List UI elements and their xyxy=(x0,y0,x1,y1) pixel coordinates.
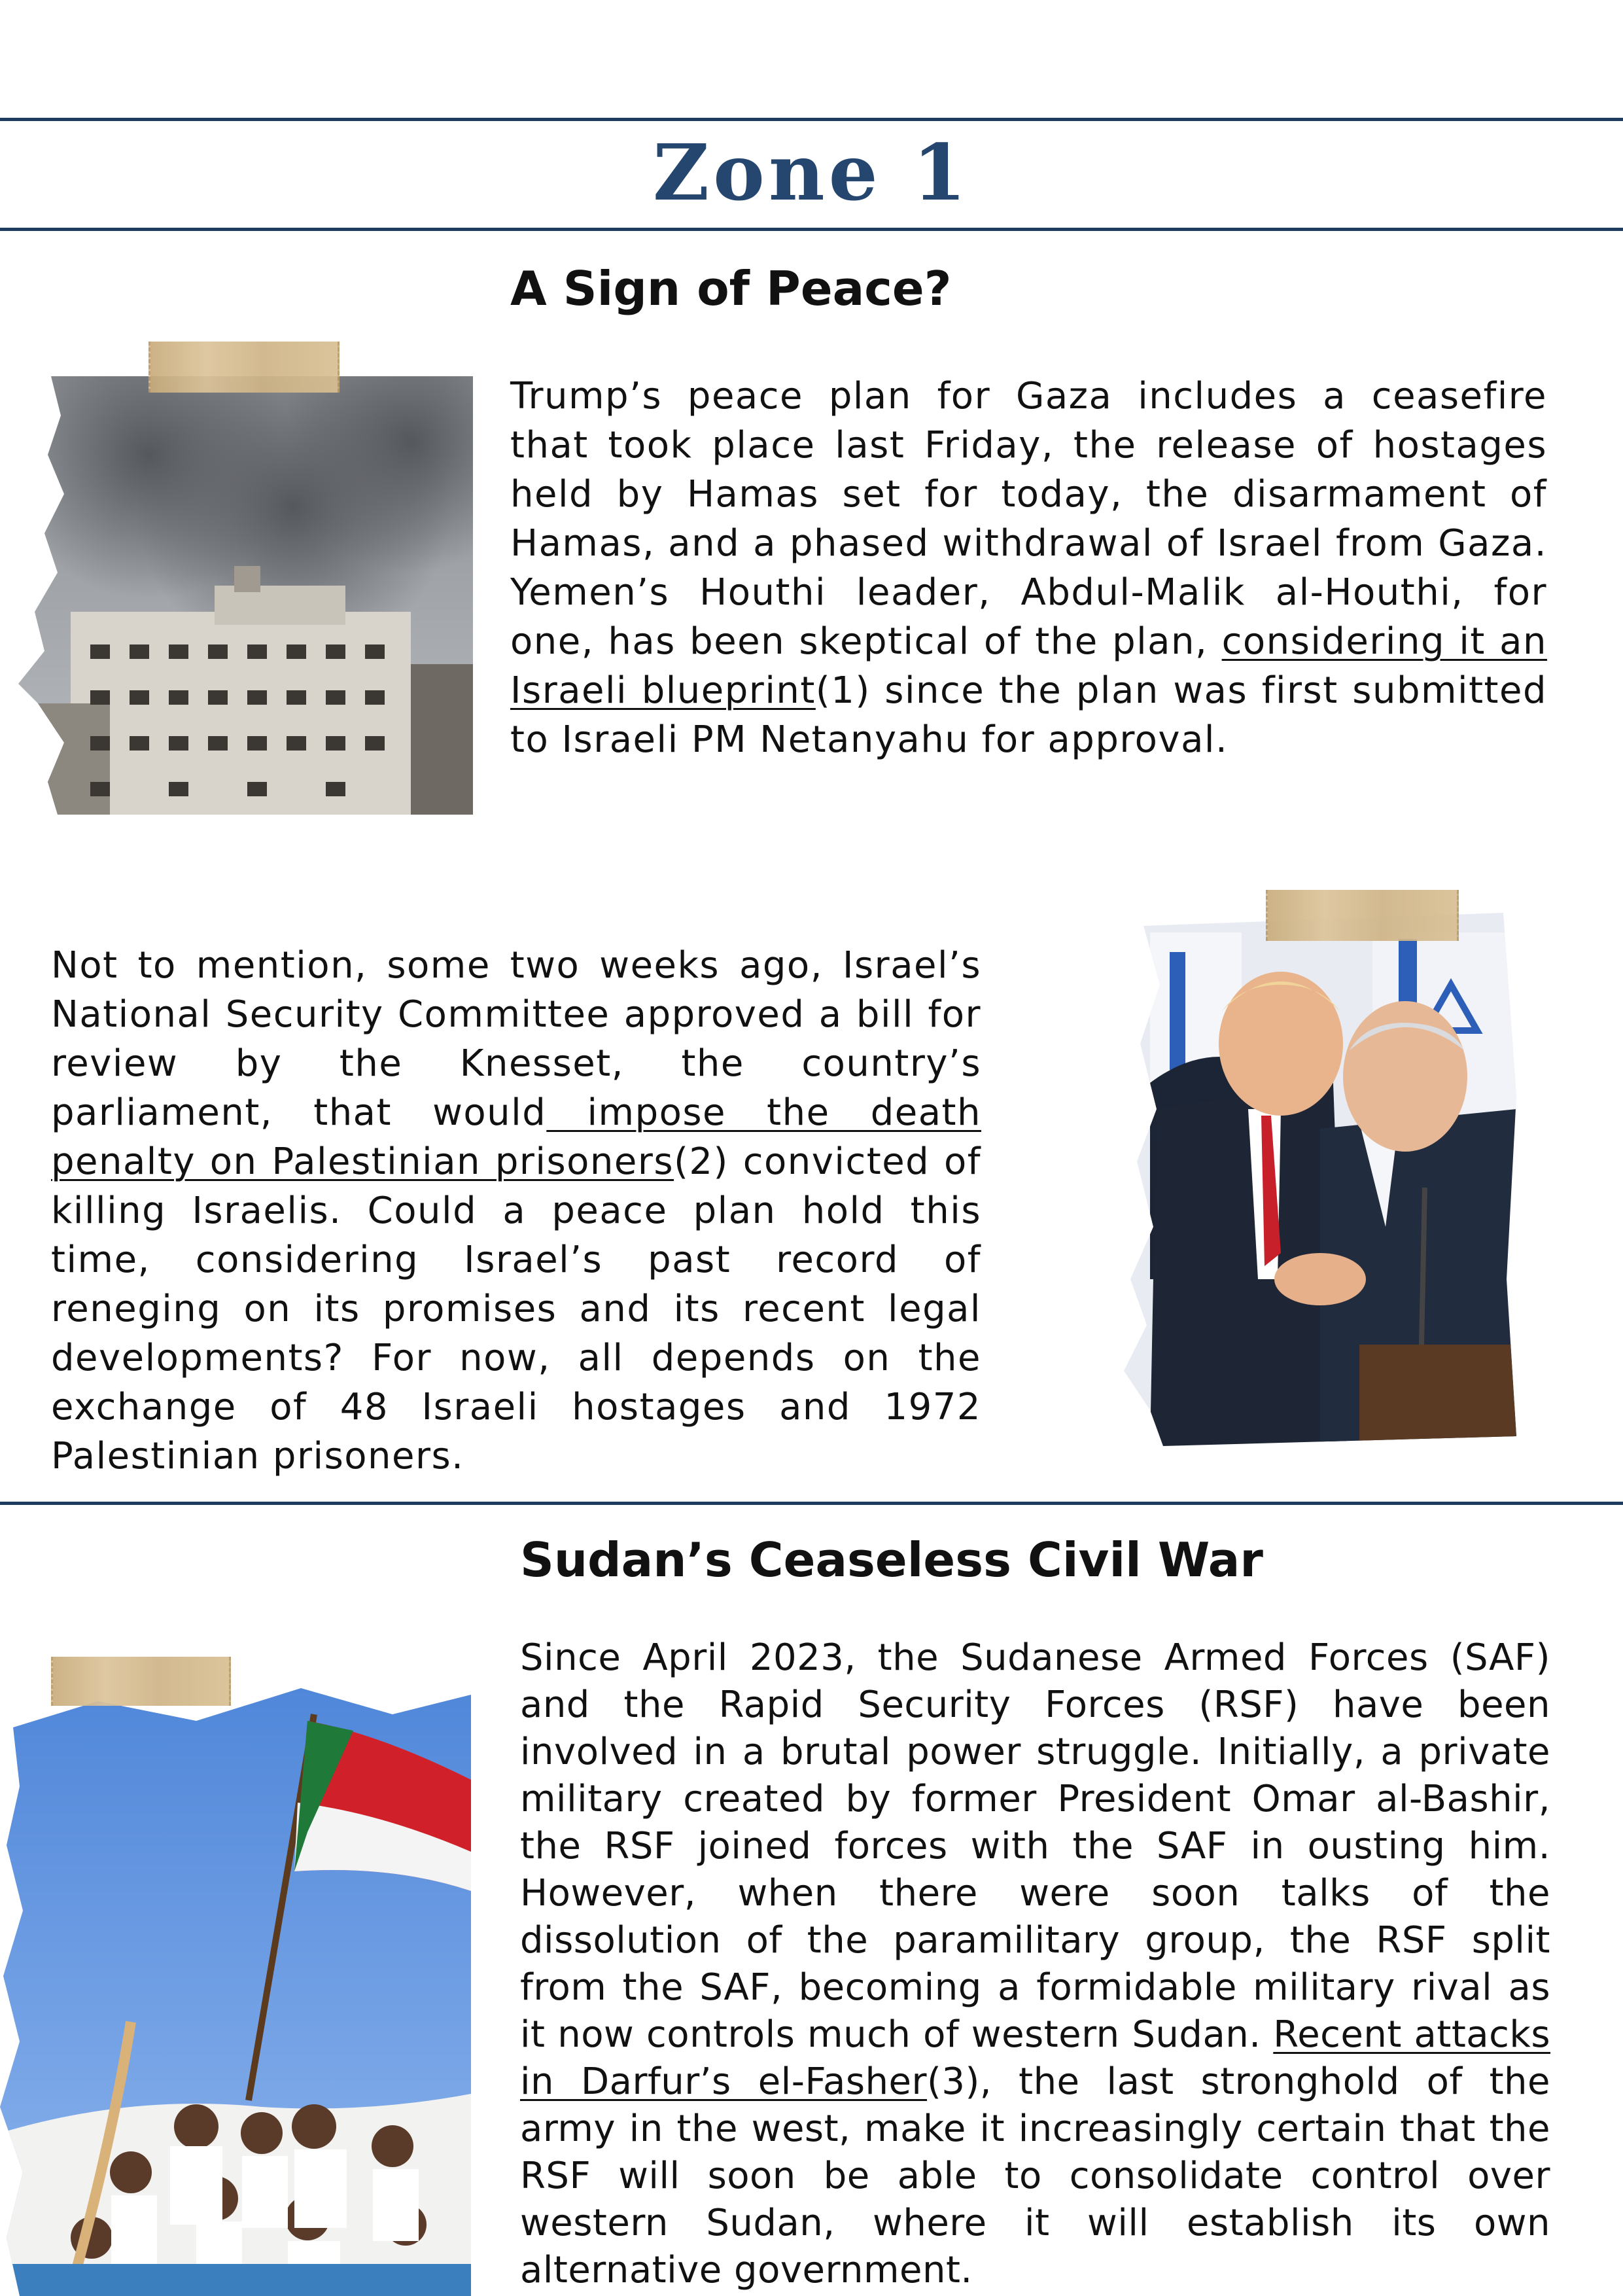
tape-strip xyxy=(51,1657,231,1706)
article-2-p1-text-after: (3), the last stronghold of the army in the west, make it increasingly certain that the RSF will soon be able to consolidate control over western Sudan, where it will establish its own alternative government. xyxy=(520,2060,1550,2291)
article-1-paragraph-1 xyxy=(510,372,1547,764)
source-link-2[interactable]: impose the death penalty on Palestinian prisoners xyxy=(51,1091,982,1183)
article-1-p2-text-after: (2) convicted of killing Israelis. Could a peace plan hold this time, considering Israel’s past record of reneging on its promises and its recent legal developments? For now, all depends on the exchange of 48 Israeli hostages and 1972 Palestinian prisoners. xyxy=(51,1140,982,1477)
sudan-crowd-image xyxy=(0,1675,471,2296)
gaza-building-image xyxy=(18,376,473,815)
source-link-3[interactable]: Recent attacks in Darfur’s el-Fasher xyxy=(520,2013,1550,2103)
article-1-p1-text-after: (1) since the plan was first submitted to Israeli PM Netanyahu for approval. xyxy=(510,669,1548,761)
tape-strip xyxy=(148,342,340,393)
leaders-photo xyxy=(1124,913,1516,1446)
sudan-crowd-photo xyxy=(0,1675,471,2296)
article-1-headline: A Sign of Peace? xyxy=(510,261,952,316)
article-1-paragraph-2 xyxy=(51,941,981,1481)
article-1-p1-text: Trump’s peace plan for Gaza includes a ceasefire that took place last Friday, the release of hostages held by Hamas set for today, the disarmament of Hamas, and a phased withdrawal of Israel from Gaza. Yemen’s Houthi leader, Abdul-Malik al-Houthi, for one, has been skeptical of the plan, xyxy=(510,375,1547,663)
article-2-headline: Sudan’s Ceaseless Civil War xyxy=(520,1532,1263,1587)
top-rule xyxy=(0,118,1623,121)
leaders-image xyxy=(1124,913,1516,1446)
article-2-paragraph-1 xyxy=(520,1634,1550,2294)
zone-title: Zone 1 xyxy=(653,127,970,218)
tape-strip xyxy=(1266,890,1459,941)
article-1-p2-text: Not to mention, some two weeks ago, Israel’s National Security Committee approved a bill for review by the Knesset, the country’s parliament, that would xyxy=(51,944,981,1134)
title-underline-rule xyxy=(0,228,1623,231)
section-divider-rule xyxy=(0,1502,1623,1505)
gaza-building-photo xyxy=(18,376,473,815)
article-2-p1-text: Since April 2023, the Sudanese Armed Forces (SAF) and the Rapid Security Forces (RSF) have been involved in a brutal power struggle. Initially, a private military created by former President Omar al-Bashir, the RSF joined forces with the SAF in ousting him. However, when there were soon talks of the dissolution of the paramilitary group, the RSF split from the SAF, becoming a formidable military rival as it now controls much of western Sudan. xyxy=(520,1636,1550,2056)
source-link-1[interactable]: considering it an Israeli blueprint xyxy=(510,620,1547,712)
